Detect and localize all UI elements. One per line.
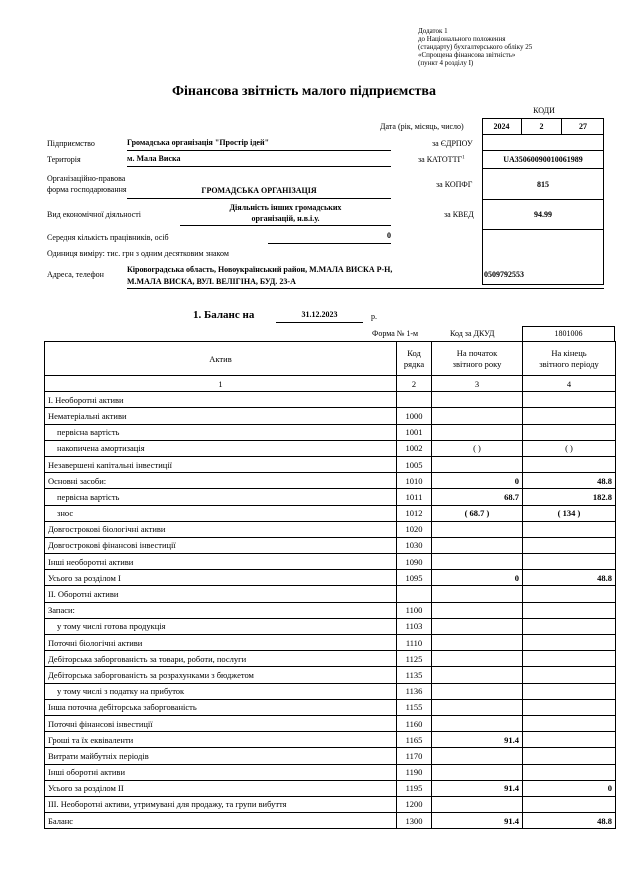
row-label: Основні засоби:	[45, 473, 397, 489]
activity-label: Вид економічної діяльності	[47, 210, 142, 219]
row-label: накопичена амортизація	[45, 440, 397, 456]
row-start-value	[432, 748, 523, 764]
balance-date: 31.12.2023	[276, 310, 363, 323]
appendix-line: «Спрощена фінансова звітність»	[418, 51, 516, 59]
table-row	[45, 651, 616, 667]
balance-date-suffix: р.	[371, 312, 377, 321]
row-label: Дебіторська заборгованість за товари, роботи, послуги	[45, 651, 397, 667]
balance-title: 1. Баланс на	[193, 309, 255, 321]
row-start-value	[432, 586, 523, 602]
header-code-line: рядка	[403, 358, 425, 369]
row-code: 1011	[397, 489, 432, 505]
territory-value: м. Мала Виска	[127, 154, 391, 167]
activity-value	[180, 202, 391, 226]
address-line: М.МАЛА ВИСКА, ВУЛ. ВЕЛІГІНА, БУД. 23-А	[127, 277, 296, 286]
row-start-value	[432, 424, 523, 440]
row-label: Незавершені капітальні інвестиції	[45, 456, 397, 472]
row-label: Довгострокові біологічні активи	[45, 521, 397, 537]
table-row	[45, 424, 616, 440]
table-row	[45, 440, 616, 456]
row-start-value: 91.4	[432, 780, 523, 796]
table-row	[45, 683, 616, 699]
row-code: 1160	[397, 715, 432, 731]
table-row	[45, 570, 616, 586]
row-end-value	[523, 699, 616, 715]
header-end	[523, 342, 616, 376]
row-code: 1012	[397, 505, 432, 521]
kved-code: 94.99	[482, 200, 604, 230]
date-label: Дата (рік, місяць, число)	[380, 122, 464, 131]
row-end-value: 48.8	[523, 473, 616, 489]
table-row	[45, 489, 616, 505]
header-code	[397, 342, 432, 376]
row-label: Баланс	[45, 813, 397, 829]
edrpou-code	[482, 135, 604, 151]
table-row	[45, 780, 616, 796]
table-row	[45, 699, 616, 715]
row-end-value	[523, 715, 616, 731]
table-row	[45, 473, 616, 489]
table-row	[45, 456, 616, 472]
row-code: 1300	[397, 813, 432, 829]
row-end-value: 182.8	[523, 489, 616, 505]
header-end-line: звітного періоду	[539, 358, 599, 369]
table-row	[45, 505, 616, 521]
header-start-line: звітного року	[452, 358, 502, 369]
territory-label: Територія	[47, 155, 81, 164]
row-label: Усього за розділом II	[45, 780, 397, 796]
row-code: 1110	[397, 635, 432, 651]
row-end-value	[523, 586, 616, 602]
employees-label: Середня кількість працівників, осіб	[47, 233, 169, 242]
kved-label: за КВЕД	[444, 210, 474, 219]
address-line: Кіровоградська область, Новоукраїнський район, М.МАЛА ВИСКА Р-Н,	[127, 265, 393, 274]
row-label: первісна вартість	[45, 424, 397, 440]
row-label: у тому числі готова продукція	[45, 618, 397, 634]
row-end-value: ( 134 )	[523, 505, 616, 521]
row-start-value	[432, 537, 523, 553]
row-label: Поточні фінансові інвестиції	[45, 715, 397, 731]
table-row	[45, 667, 616, 683]
row-end-value	[523, 764, 616, 780]
balance-rows	[45, 392, 616, 829]
row-label: Інші необоротні активи	[45, 554, 397, 570]
codes-box	[482, 118, 604, 285]
row-code: 1095	[397, 570, 432, 586]
row-label: III. Необоротні активи, утримувані для продажу, та групи вибуття	[45, 796, 397, 812]
row-end-value	[523, 408, 616, 424]
dkud-code: 1801006	[522, 326, 615, 342]
row-code: 1010	[397, 473, 432, 489]
unit-label: Одиниця виміру: тис. грн з одним десятковим знаком	[47, 249, 229, 258]
enterprise-label: Підприємство	[47, 139, 95, 148]
row-end-value	[523, 537, 616, 553]
row-label: знос	[45, 505, 397, 521]
row-end-value	[523, 732, 616, 748]
row-code: 1195	[397, 780, 432, 796]
row-label: Запаси:	[45, 602, 397, 618]
row-start-value	[432, 667, 523, 683]
table-header-row	[45, 342, 616, 376]
row-code: 1155	[397, 699, 432, 715]
row-end-value	[523, 683, 616, 699]
appendix-line: (пункт 4 розділу I)	[418, 59, 474, 67]
date-day: 27	[562, 118, 604, 135]
row-start-value	[432, 618, 523, 634]
column-number-row	[45, 376, 616, 392]
row-start-value: ( )	[432, 440, 523, 456]
form-label: Форма № 1-м	[372, 329, 419, 338]
appendix-note	[418, 27, 532, 67]
table-row	[45, 602, 616, 618]
row-code: 1002	[397, 440, 432, 456]
header-code-line: Код	[407, 347, 421, 358]
edrpou-label: за ЄДРПОУ	[432, 139, 473, 148]
legal-form-label	[47, 173, 127, 195]
column-number: 1	[45, 376, 397, 392]
row-code: 1030	[397, 537, 432, 553]
row-end-value	[523, 521, 616, 537]
header-end-line: На кінець	[551, 347, 587, 358]
row-end-value	[523, 651, 616, 667]
legal-form-label-line: Організаційно-правова	[47, 174, 126, 183]
row-start-value	[432, 635, 523, 651]
row-start-value	[432, 651, 523, 667]
row-code: 1200	[397, 796, 432, 812]
row-code: 1135	[397, 667, 432, 683]
row-start-value	[432, 764, 523, 780]
table-row	[45, 408, 616, 424]
column-number: 4	[523, 376, 616, 392]
employees-value: 0	[268, 231, 391, 244]
row-end-value: 48.8	[523, 813, 616, 829]
row-end-value	[523, 796, 616, 812]
table-row	[45, 537, 616, 553]
row-start-value: 0	[432, 473, 523, 489]
report-title: Фінансова звітність малого підприємства	[172, 84, 436, 99]
activity-value-line: Діяльність інших громадських	[229, 203, 342, 212]
row-code: 1103	[397, 618, 432, 634]
row-code: 1000	[397, 408, 432, 424]
row-end-value	[523, 618, 616, 634]
table-row	[45, 392, 616, 408]
row-label: II. Оборотні активи	[45, 586, 397, 602]
table-row	[45, 748, 616, 764]
header-start	[432, 342, 523, 376]
table-row	[45, 554, 616, 570]
row-end-value	[523, 748, 616, 764]
row-start-value: 91.4	[432, 813, 523, 829]
date-year: 2024	[482, 118, 522, 135]
row-code	[397, 586, 432, 602]
address-value	[127, 264, 467, 288]
row-end-value	[523, 554, 616, 570]
row-label: Інші оборотні активи	[45, 764, 397, 780]
table-row	[45, 586, 616, 602]
column-number: 3	[432, 376, 523, 392]
phone-value: 0509792553	[484, 270, 524, 279]
row-label: I. Необоротні активи	[45, 392, 397, 408]
table-row	[45, 715, 616, 731]
katottg-label-text: за КАТОТТГ	[418, 155, 463, 164]
header-asset: Актив	[45, 342, 397, 376]
row-end-value	[523, 392, 616, 408]
row-end-value: 48.8	[523, 570, 616, 586]
table-row	[45, 813, 616, 829]
row-label: Витрати майбутніх періодів	[45, 748, 397, 764]
row-code: 1165	[397, 732, 432, 748]
table-row	[45, 732, 616, 748]
row-code: 1125	[397, 651, 432, 667]
kopfg-label: за КОПФГ	[436, 180, 473, 189]
table-row	[45, 764, 616, 780]
row-start-value	[432, 521, 523, 537]
row-start-value: 91.4	[432, 732, 523, 748]
address-label: Адреса, телефон	[47, 270, 104, 279]
row-label: у тому числі з податку на прибуток	[45, 683, 397, 699]
row-label: Інша поточна дебіторська заборгованість	[45, 699, 397, 715]
legal-form-value: ГРОМАДСЬКА ОРГАНІЗАЦІЯ	[127, 186, 391, 199]
row-code: 1090	[397, 554, 432, 570]
appendix-line: Додаток 1	[418, 27, 448, 35]
row-end-value	[523, 635, 616, 651]
legal-form-label-line: форма господарювання	[47, 185, 127, 194]
row-label: Дебіторська заборгованість за розрахунками з бюджетом	[45, 667, 397, 683]
row-end-value	[523, 424, 616, 440]
codes-label: КОДИ	[533, 106, 555, 115]
row-start-value	[432, 715, 523, 731]
row-code: 1020	[397, 521, 432, 537]
balance-table	[44, 341, 616, 829]
row-code: 1170	[397, 748, 432, 764]
row-label: Поточні біологічні активи	[45, 635, 397, 651]
katottg-footnote: 1	[462, 155, 465, 161]
katottg-label	[418, 155, 465, 164]
row-start-value	[432, 796, 523, 812]
appendix-line: (стандарту) бухгалтерського обліку 25	[418, 43, 533, 51]
row-label: Усього за розділом I	[45, 570, 397, 586]
table-row	[45, 796, 616, 812]
row-start-value	[432, 699, 523, 715]
kopfg-code: 815	[482, 169, 604, 200]
header-start-line: На початок	[456, 347, 498, 358]
row-end-value: ( )	[523, 440, 616, 456]
row-code: 1005	[397, 456, 432, 472]
row-start-value: ( 68.7 )	[432, 505, 523, 521]
row-label: Гроші та їх еквіваленти	[45, 732, 397, 748]
row-end-value: 0	[523, 780, 616, 796]
row-code: 1190	[397, 764, 432, 780]
row-start-value: 0	[432, 570, 523, 586]
katottg-code: UA35060090010061989	[482, 151, 604, 169]
row-start-value	[432, 456, 523, 472]
appendix-line: до Національного положення	[418, 35, 506, 43]
date-month: 2	[522, 118, 562, 135]
table-row	[45, 618, 616, 634]
row-label: Довгострокові фінансові інвестиції	[45, 537, 397, 553]
row-start-value	[432, 602, 523, 618]
row-end-value	[523, 667, 616, 683]
column-number: 2	[397, 376, 432, 392]
address-underline	[127, 288, 604, 289]
row-start-value	[432, 408, 523, 424]
row-start-value: 68.7	[432, 489, 523, 505]
table-row	[45, 635, 616, 651]
row-code: 1001	[397, 424, 432, 440]
row-start-value	[432, 683, 523, 699]
activity-value-line: організацій, н.в.і.у.	[251, 214, 320, 223]
row-label: первісна вартість	[45, 489, 397, 505]
row-end-value	[523, 456, 616, 472]
row-start-value	[432, 554, 523, 570]
row-code	[397, 392, 432, 408]
enterprise-value: Громадська організація "Простір ідей"	[127, 138, 391, 151]
row-start-value	[432, 392, 523, 408]
row-code: 1100	[397, 602, 432, 618]
row-code: 1136	[397, 683, 432, 699]
row-end-value	[523, 602, 616, 618]
dkud-label: Код за ДКУД	[450, 329, 495, 338]
row-label: Нематеріальні активи	[45, 408, 397, 424]
table-row	[45, 521, 616, 537]
